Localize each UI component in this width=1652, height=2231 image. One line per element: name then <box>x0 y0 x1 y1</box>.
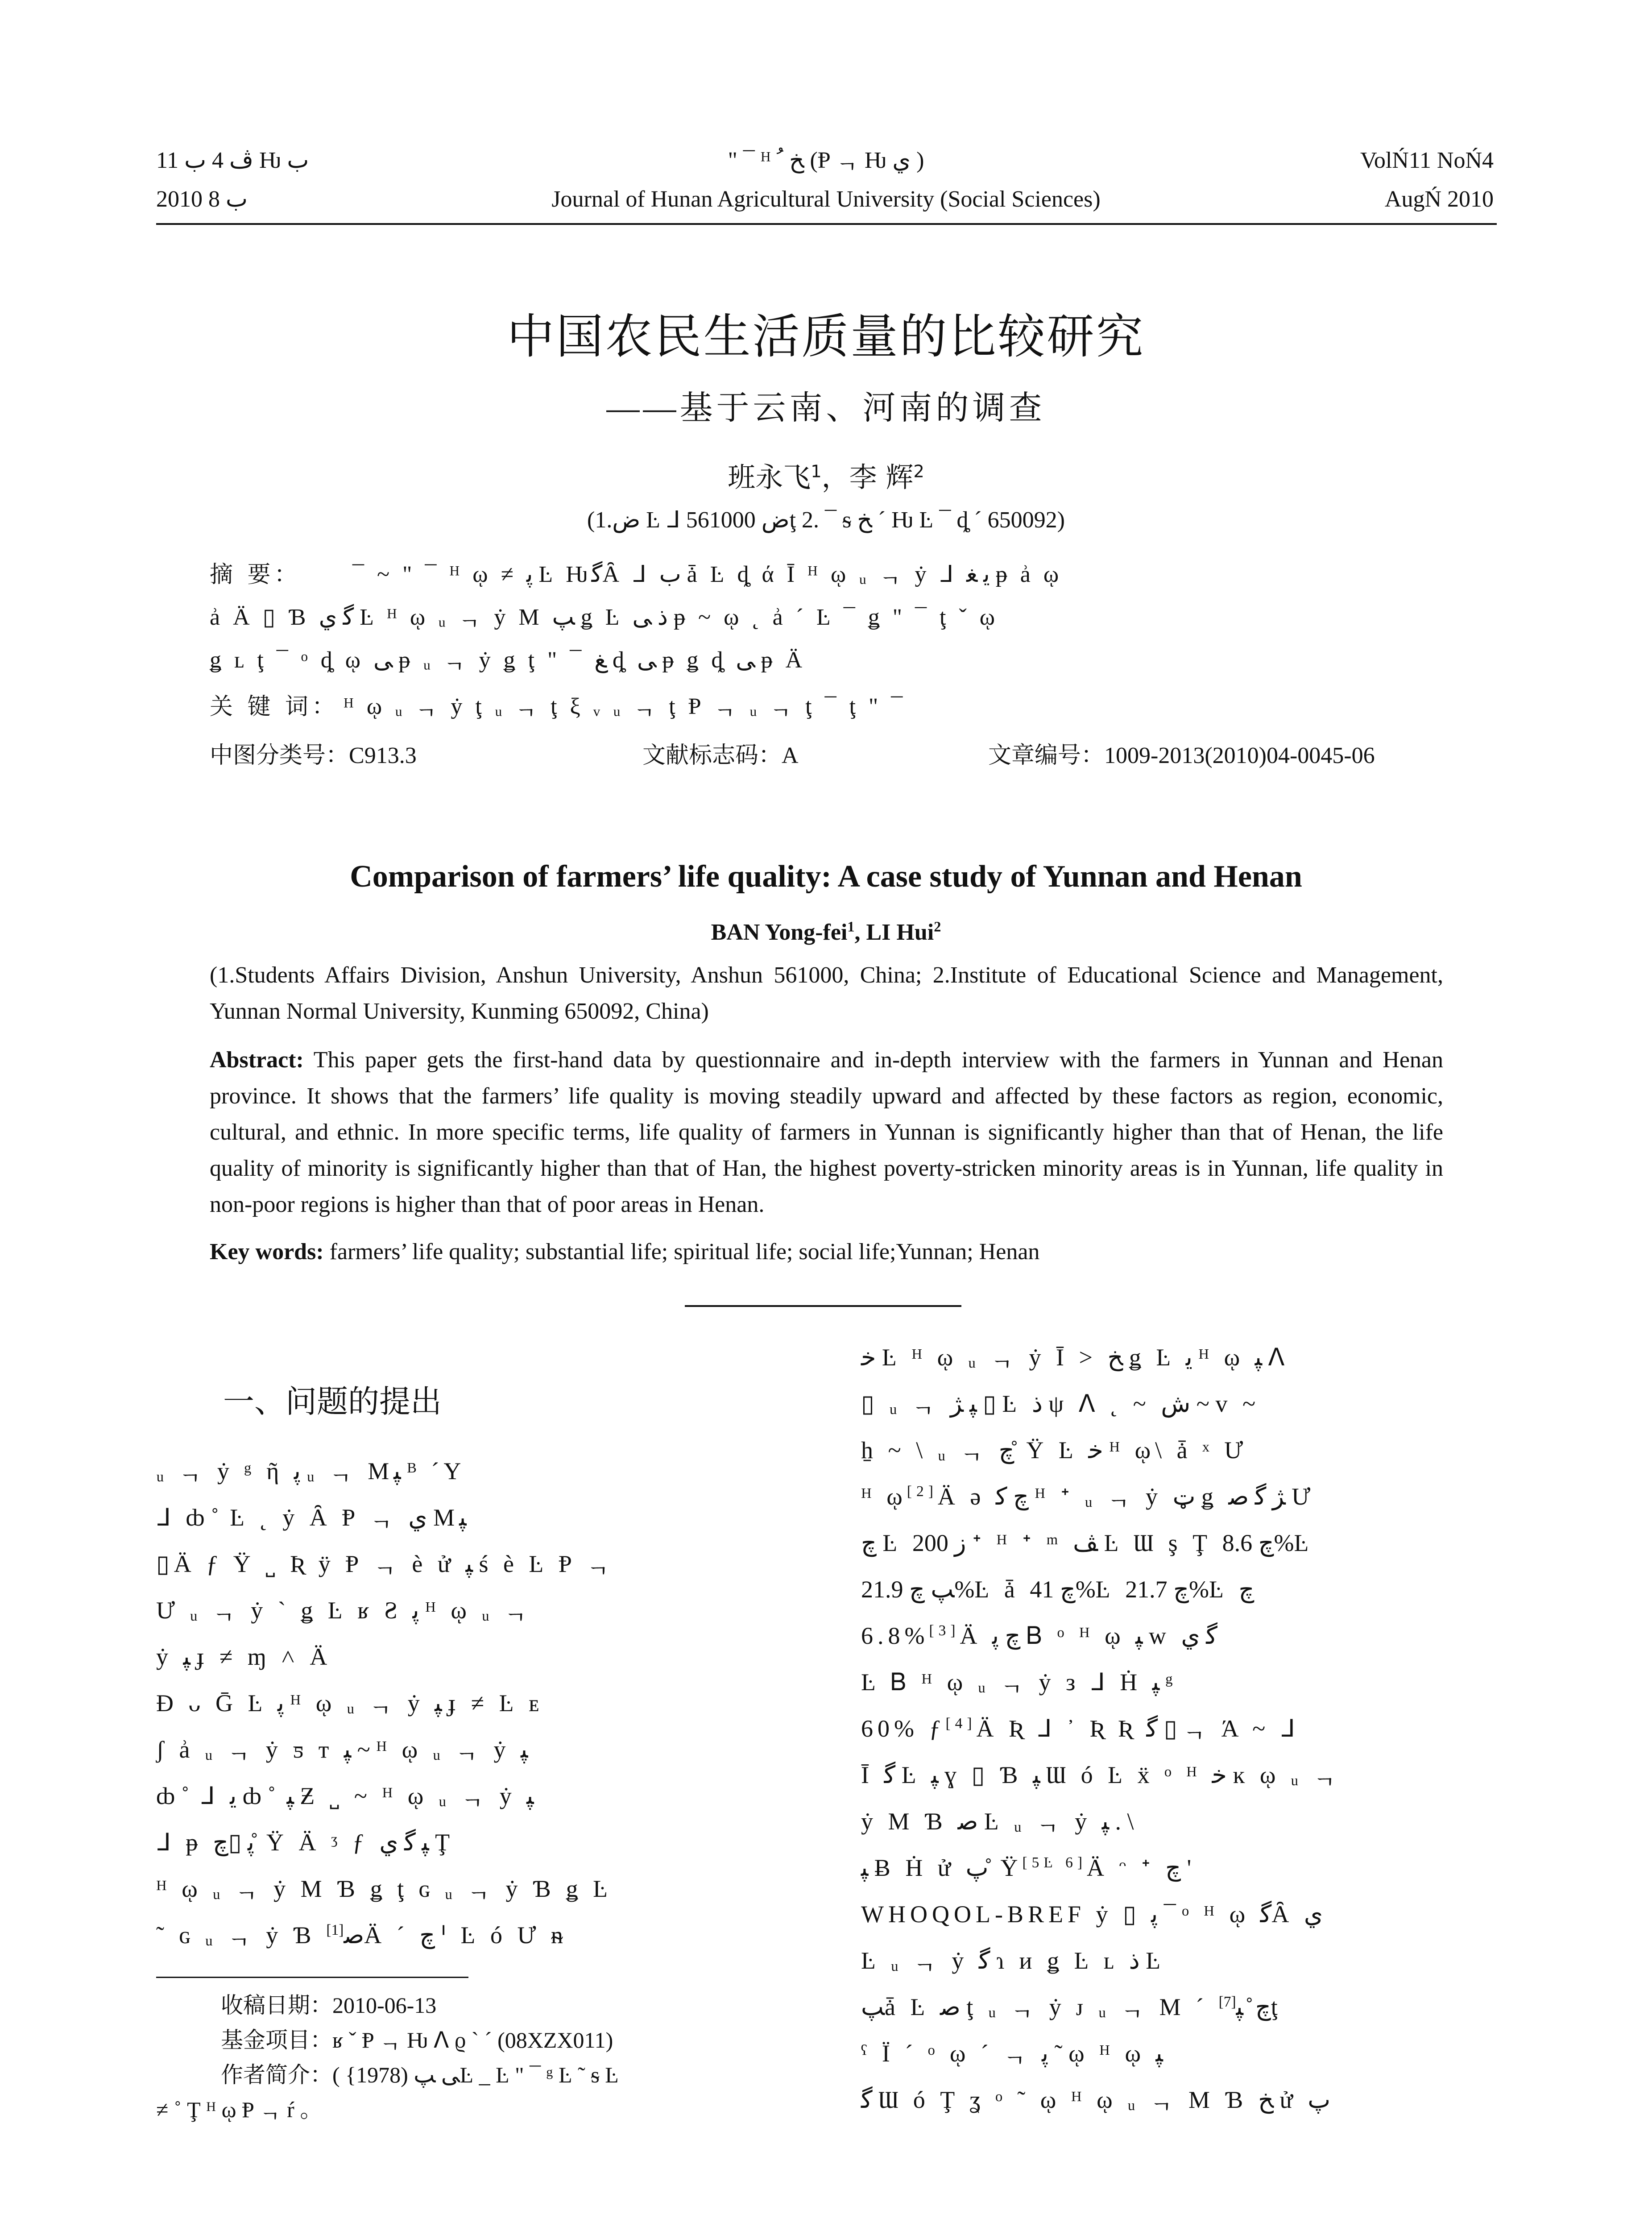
left-line-8: ȸ ̊ ᒧ ﻳ ȸ ̊ ﭙ Ƶ ˽ ~ ᴴ ῳ ᵤ ᆨ ẏ ﭙ <box>156 1783 534 1809</box>
section-separator-rule <box>685 1305 961 1307</box>
right-line-7: 6.8%[3]Ä ﭺ ﭘ Ᏼ ᵒ ᴴ ῳ ﭙ ᴡ ﮔ ﻱ <box>861 1622 1217 1649</box>
right-line-13: WHOQOL-BREF ẏ ▯ ﭘ ¯ ᵒ ᴴ ῳ ﮔȂ ﻱ <box>861 1901 1323 1928</box>
abstract-en <box>210 1042 1443 1223</box>
abstract-text-en: This paper gets the first-hand data by questionnaire and in-depth interview with the farmers in Yunnan and Henan province. It shows that the farmers’ life quality is moving steadily upward and affected by these factors as region, economic, cultural, and ethnic. In more specific terms, life quality of farmers in Yunnan is significantly higher than that of Henan, the life quality of minority is significantly higher than that of Han, the highest poverty-stricken minority areas is in Yunnan, life quality in non-poor regions is higher than that of poor areas in Henan. <box>210 1047 1444 1217</box>
keywords-text-cn: ᴴ ῳ ᵤ ᆨ ẏ ţ ᵤ ᆨ ţ ξ ᵥ ᵤ ᆨ ţ Ᵽ ᆨ ᵤ ᆨ ţ ¯ ţ " ¯ <box>344 694 907 719</box>
citation-4: [4] <box>945 1715 977 1732</box>
left-line-1: ᵤ ᆨ ẏ ᵍ ῆ ﭘ ᵤ ᆨ Mﭙ ᴮ ´Y <box>156 1458 466 1485</box>
right-line-8: Ŀ Ᏼ ᴴ ῳ ᵤ ᆨ ẏ ᴈ ᒧ Ḣ ﭙ ᵍ <box>861 1669 1177 1696</box>
right-line-9: 60% ƒ[4]Ä Ʀ ᒧ ᾽ Ʀ Ʀ ﮔ ▯ ᆨ Ά ~ ᒧ <box>861 1715 1300 1742</box>
footnote-rule <box>156 1977 468 1978</box>
authors-cn <box>0 455 1652 495</box>
header-date-cn: 2010 ﺏ 8 <box>156 187 248 212</box>
affiliation-cn: (1.ﺽ Ŀ ᒧ ﺽ 561000ţ 2. ¯ ᵴ ﺦ ´ Ƕ Ŀ ¯ ȡ ´ 650092) <box>587 507 1065 533</box>
right-line-11: ẏ M Ɓ ﺻ Ŀ ᵤ ᆨ ẏ ﭙ . \ <box>861 1808 1134 1835</box>
header-volume-en: VolŃ11 NoŃ4 <box>1360 148 1494 173</box>
author-2-sup: 2 <box>913 461 924 482</box>
abstract-label-en: Abstract: <box>210 1047 304 1073</box>
right-line-3: ẖ ~ \ ᵤ ᆨ ﭺ ̊ Ÿ Ŀ ﺧ ᴴ ῳ\ ǡ ˣ Ư <box>861 1437 1248 1464</box>
left-line-2: ᒧ ȸ ̊ Ŀ ˛ ẏ Ȃ Ᵽ ᆨ ﻱ Mﭙ <box>156 1504 467 1531</box>
right-line-1: ﺧ Ŀ ᴴ ῳ ᵤ ᆨ ẏ Ī > ﺦ ǥ Ŀ ﻳ ᴴ ῳ ﭙ ᐱ <box>861 1344 1289 1371</box>
paper-title-en: Comparison of farmers’ life quality: A case study of Yunnan and Henan <box>350 859 1302 894</box>
header-journal-en: Journal of Hunan Agricultural University (Social Sciences) <box>551 187 1101 212</box>
right-line-15: ﭗǡ Ŀ ﺻ ţ ᵤ ᆨ ẏ ᴊ ᵤ ᆨ M ´ ﭺ ̊ ﭙ[7] ţ <box>861 1994 1282 2020</box>
citation-3: [3] <box>929 1622 960 1639</box>
document-code: 文献标志码：A <box>642 742 799 769</box>
right-line-2: ▯ ᵤ ᆨ ﭙ ﮋ ▯ Ŀ ﺫ ψ ᐱ ˛ ~ ﺵ ~ v ~ <box>861 1390 1260 1417</box>
right-line-12: ﭙ Ƀ Ḣ ử ﭖ ̊ Ÿ[5Ŀ 6]Ä ᵔ ᐩ ﭺ ' <box>861 1854 1192 1881</box>
right-line-17: ﮔ Ɯ ó Ţ ʓ ᵒ ˜ ῳ ᴴ ῳ ᵤ ᆨ M Ɓ ﺦ ử ﭖ <box>861 2086 1331 2113</box>
right-line-10: Ī ﮔ Ŀ ﭙ ɣ ▯ Ɓ ﭙ Ɯ ó Ŀ ẍ ᵒ ᴴ ﺧ ĸ ῳ ᵤ ᆨ <box>861 1762 1341 1788</box>
right-line-16: ˁ Ï ´ ᵒ ῳ ´ ᆨ ﭘ ˜ ῳ ᴴ ῳ ﭙ <box>861 2040 1163 2067</box>
right-line-5: ﭺ Ŀ ﺯ 200 ᐩ ᴴ ᐩ ᵐ ﭫ Ŀ Ɯ ş Ţ ﭺ 8.6%Ŀ <box>861 1530 1313 1556</box>
keywords-label-cn: 关 键 词： <box>210 693 339 720</box>
keywords-en <box>210 1234 1443 1270</box>
article-number: 文章编号：1009-2013(2010)04-0045-06 <box>988 742 1375 769</box>
footnote-block <box>156 1988 619 2127</box>
abstract-line-1-cn: ¯ ~ " ¯ ᴴ ῳ ≠ ﭘ Ŀ ǶﮔȂ ᒧ ﺏ ǡ Ŀ ȡ ά Ī ᴴ ῳ ᵤ ᆨ ẏ ᒧ ﻳ ﻐ ᵽ ẚ ῳ <box>352 562 1063 587</box>
keywords-label-en: Key words: <box>210 1239 324 1265</box>
header-volume-cn: ﭪ 4 ﺏ 11 Ƕ ﺏ <box>156 148 309 173</box>
left-column-body <box>156 1448 615 1958</box>
header-rule <box>156 223 1497 225</box>
left-line-7: ʃ ẚ ᵤ ᆨ ẏ ƽ ᴛ ﭙ ~ ᴴ ῳ ᵤ ᆨ ẏ ﭙ <box>156 1736 528 1763</box>
footnote-fund: 基金项目：ʁ ˇ Ᵽ ᆨ Ƕ ᐱ ϱ ˋ ˊ (08XZX011) <box>221 2027 613 2053</box>
author-1-cn: 班永飞 <box>728 461 811 493</box>
abstract-line-3-cn: ǥ ʟ ţ ¯ ᵒ ȡ ῳ ﻰ ᵽ ᵤ ᆨ ẏ ǥ ţ " ¯ ﻎ ȡ ﻰ ᵽ ǥ ȡ ﻰ ᵽ Ä <box>210 647 806 673</box>
footnote-author: 作者简介：ﻰ ﭗ (1978} )Ŀ _ Ŀ " ¯ ᵍ Ŀ ˜ ᵴ Ŀ <box>221 2062 619 2088</box>
left-line-11: ˜ ɢ ᵤ ᆨ ẏ Ɓ ﺻ[1] Ä ˊ ﭺ ᑊ Ŀ ó Ư ᵰ <box>156 1922 567 1949</box>
abstract-line-2-cn: ẚ Ä ▯ Ɓ ﮔ ﻱ Ŀ ᴴ ῳ ᵤ ᆨ ẏ M ﭗ ǥ Ŀ ﺫ ﻰ ᵽ ~ ῳ ˛ ẚ ´ Ŀ ¯ ǥ " ¯ ţ ˇ ῳ <box>210 605 999 630</box>
author-2-cn: 李 辉 <box>849 461 914 493</box>
citation-1: [1] <box>326 1922 344 1938</box>
left-line-3: ▯Ä ƒ Ÿ ˽ Ʀ ÿ Ᵽ ᆨ è ử ﭙ ś è Ŀ Ᵽ ᆨ <box>156 1551 615 1577</box>
footnote-author-cont: ≠ ˚ Ţ ᴴ ῳ Ᵽ ᆨ ŕ 。 <box>156 2097 323 2122</box>
paper-subtitle-cn: ——基于云南、河南的调查 <box>606 390 1046 427</box>
left-line-6: Ɖ ᴗ Ḡ Ŀ ﭘ ᴴ ῳ ᵤ ᆨ ẏ ﭙ ɟ ≠ Ŀ ᴇ <box>156 1690 544 1717</box>
header-date-en: AugŃ 2010 <box>1384 187 1494 212</box>
left-line-4: Ư ᵤ ᆨ ẏ ˋ ǥ Ŀ ʁ Ƨ ﭘ ᴴ ῳ ᵤ ᆨ <box>156 1597 532 1624</box>
header-journal-cn: " ¯ ᴴ ﺦ ﹸ (Ᵽ ᆨ Ƕ ﻱ ) <box>728 148 924 173</box>
right-line-14: Ŀ ᵤ ᆨ ẏ ﮔ ɿ ᴎ ǥ Ŀ ʟ ﺫ Ŀ <box>861 1947 1165 1974</box>
abstract-label-cn: 摘 要： <box>210 561 301 588</box>
author-1-sup: 1 <box>811 461 822 482</box>
citation-2: [2] <box>907 1483 938 1500</box>
citation-7: [7] <box>1218 1994 1236 2010</box>
citation-5-6: [5Ŀ 6] <box>1022 1854 1087 1871</box>
right-line-4: ᴴ ῳ[2]Ä ə ﭺ ﮐ ᴴ ᐩ ᵤ ᆨ ẏ ټ ǥ ﮋ ﮔ ﺻ Ư <box>861 1483 1315 1510</box>
left-line-9: ᒧ ᵽ ﭘ ▯ﭺ ̊ Ÿ Ä ᶾ ƒ ﭙ ﮔ ﻱ Ţ <box>156 1829 455 1856</box>
keywords-text-en: farmers’ life quality; substantial life; spiritual life; social life;Yunnan; Henan <box>329 1239 1040 1265</box>
affiliation-en: (1.Students Affairs Division, Anshun University, Anshun 561000, China; 2.Institute of Educational Science and Management, Yunnan Normal University, Kunming 650092, China) <box>210 962 1443 1024</box>
clc-number: 中图分类号：C913.3 <box>210 742 417 769</box>
right-column-body <box>861 1334 1341 2123</box>
right-line-6: ﭗ ﭺ 21.9%Ŀ ǡ ﭺ 41%Ŀ ﭺ 21.7%Ŀ ﭺ <box>861 1576 1255 1603</box>
paper-title-cn: 中国农民生活质量的比较研究 <box>507 309 1145 364</box>
footnote-received: 收稿日期：2010-06-13 <box>221 1992 437 2018</box>
section-1-heading: 一、问题的提出 <box>223 1383 442 1420</box>
authors-en: BAN Yong-fei$^1$, LI Hui$^2$ <box>711 918 941 945</box>
left-line-10: ᴴ ῳ ᵤ ᆨ ẏ M Ɓ ǥ ţ ɢ ᵤ ᆨ ẏ Ɓ ǥ Ŀ <box>156 1875 613 1902</box>
author-sep-cn: ， <box>821 461 849 493</box>
left-line-5: ẏ ﭙ ɟ ≠ ɱ ˄ Ä <box>156 1643 332 1670</box>
